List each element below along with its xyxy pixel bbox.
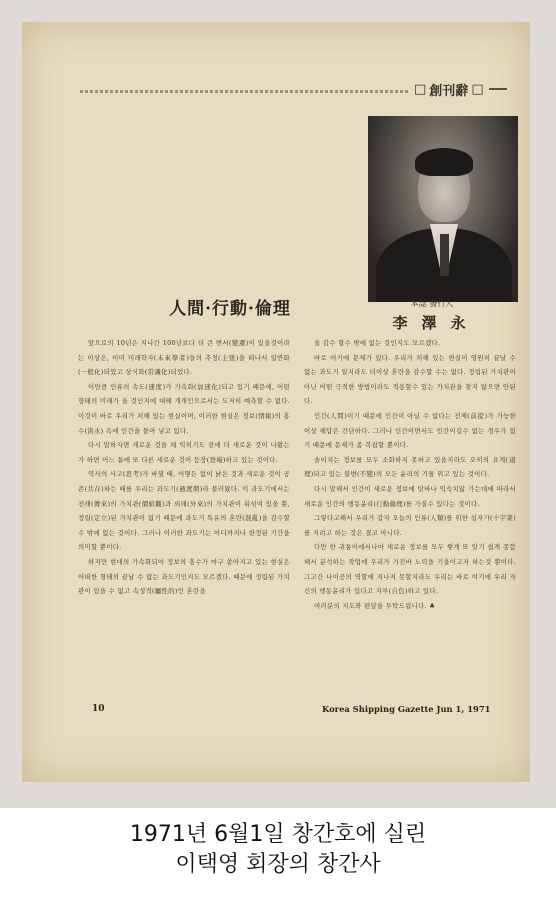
portrait-tie	[440, 234, 449, 276]
square-icon: □	[414, 81, 427, 97]
paragraph: 그렇다고해서 우리가 갑자 오늘의 인류(人類)를 위한 십자가(十字架)를 지려고 하는 것은 결코 아니다.	[304, 514, 516, 537]
column-tag-label: 創刊辭	[429, 83, 469, 99]
square-icon: □	[471, 81, 484, 97]
photo-caption	[0, 820, 556, 880]
article-title: 人間·行動·倫理	[169, 299, 291, 319]
paragraph: 솔이지는 정보를 모두 소화하지 못하고 있을지라도 오히의 요계(道理)되고 있는 불변(不變)의 모든 윤리의 기틀 위고 있는 것이다.	[304, 455, 516, 479]
paragraph: 역사의 사고(思考)가 바뀔 때, 어떻든 없이 낡은 것과 새로운 것이 공존(共存)하는 때를 우리는 과도기(過渡期)라 불러왔다. 이 과도기에서는 전래(傳來)의 가치관(價値觀)과 외래(外來)의 가치관이 뒤섞여 있을 뿐, 정립(定立)된 가치관이 없기 때문에 과도기 특유의 혼란(混亂)을 감수할 수 밖에 없는 것이다. 그러나 이러한 과도기는 어디까지나 한정된 기간을 의미할 뿐이다.	[78, 470, 290, 552]
paragraph: 하지만 현대의 가속화되어 정보의 홍수가 마구 쏟아지고 있는 현실은 어떠한 형태의 끝날 수 없는 과도기인지도 모르겠다. 때문에 정립된 가치관이 있을 수 없고 속성적(屬性的)인 혼란을	[78, 557, 290, 596]
paragraph: 다시 말하자면 새로운 것을 채 익히기도 전에 더 새로운 것이 나왔는가 하면 어느 틈에 또 다른 새로운 것이 등장(登場)하고 있는 것이다.	[78, 441, 290, 464]
column-tag	[414, 78, 530, 100]
article-column-right	[304, 336, 516, 712]
byline-name: 李澤永	[392, 314, 480, 332]
portrait-hair	[415, 148, 473, 176]
publisher-portrait	[368, 116, 518, 302]
paragraph: 앞으로의 10년은 지나간 100년보다 더 큰 변서(變遷)이 있을것이라는 이상은, 이미 미래학자(未來學者)들의 추정(主張)을 떠나서 일반화(一般化)되었고 상식화(常識化)되었다.	[78, 339, 290, 377]
magazine-page	[22, 22, 530, 782]
paragraph: 다만 한 귀퉁이에서나마 새로운 정보를 모두 쌓게 또 알기 쉽게 종합해서 분석하는 작업에 우리가 가진바 노력을 기울이고자 하는것 뿐이다. 그고간 나이공의 역할에 지나지 못할지라도 우리는 바로 여기에 우리 자신의 행동윤리가 있다고 자부(自負)하고 있다.	[304, 543, 516, 596]
paragraph: 올 감수 할수 밖에 없는 것인지도 모르겠다.	[314, 339, 441, 347]
paragraph: 바로 여기에 문제가 있다. 우리가 처해 있는 현실이 영원히 끝날 수 없는 과도기 일지라도 더이상 혼란을 감수할 수는 없다. 정립된 가치관이 아닌 어떤 극적한 방법이라도 적용할수 있는 가치관을 찾지 않으면 안된다.	[304, 353, 516, 406]
article-column-left	[78, 336, 290, 712]
caption-line-1: 1971년 6월1일 창간호에 실린	[129, 822, 427, 847]
tag-line	[489, 88, 507, 90]
publication-line: Korea Shipping Gazette Jun 1, 1971	[322, 704, 491, 714]
byline-role: 本誌 發行人	[410, 299, 454, 308]
caption-line-2: 이택영 회장의 창간사	[175, 852, 381, 877]
paragraph: 다시 말해서 인간이 새로운 정보에 탓바나 익숙치않 가는데에 따라서 새로운 인간의 행동윤리(行動倫理)를 가질수 있다는 것이다.	[304, 484, 516, 508]
paragraph: 이만큼 인류의 속도(速度)가 가속화(加速化)되고 있기 때문에, 어떤 형태의 미래가 올 것인지에 대해 개개인으로서는 도저히 예측할 수 없다. 이것이 바로 우리가 처해 있는 현실이며, 이러한 현실은 정보(情報)의 홍수(洪水) 속에 인간을 몰아 넣고 있다.	[78, 382, 290, 435]
page-number: 10	[92, 704, 105, 714]
paragraph: 인간(人間)이기 때문에 인간이 아닐 수 없다는 전제(前提)가 가능한 이상 해답은 간단하다. 그러나 인간이면서도 인간이길수 없는 경우가 있기 때문에 문제가 좀 복잡할 뿐이다.	[304, 411, 516, 450]
paragraph: 여러분의 지도와 편달을 투탁드립니다. ♣	[314, 601, 436, 610]
header-rule	[80, 90, 410, 93]
